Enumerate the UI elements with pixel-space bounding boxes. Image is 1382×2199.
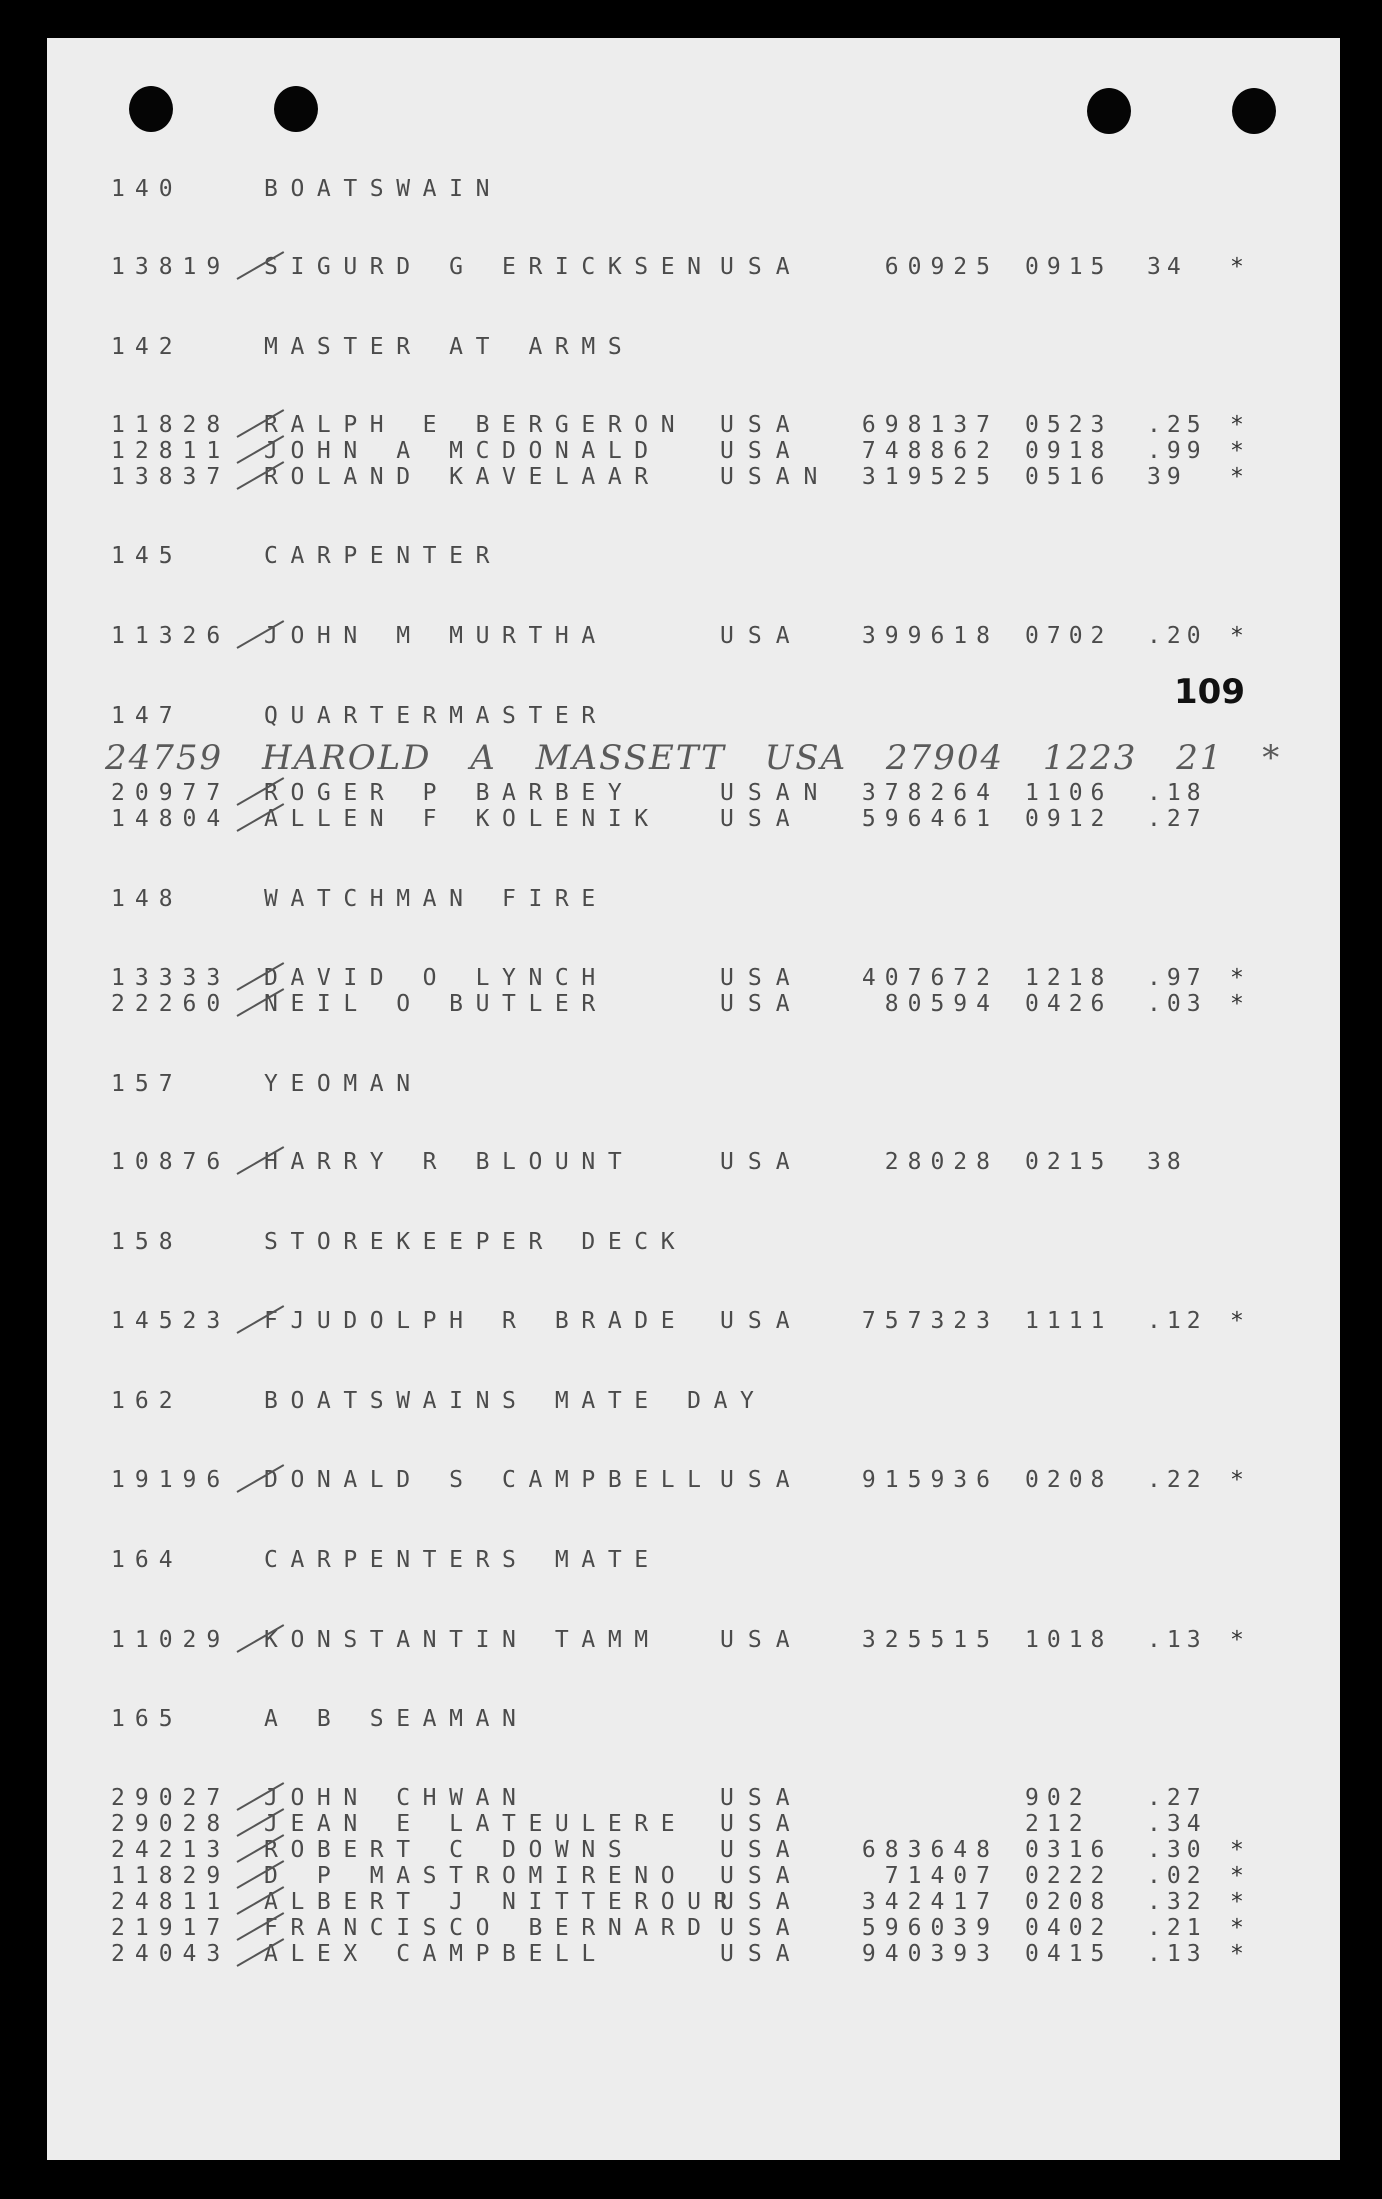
id-number: 698137	[861, 412, 999, 438]
star-mark: *	[1230, 1627, 1246, 1653]
roll-number: 11326	[111, 623, 231, 649]
roll-number: 164	[111, 1547, 183, 1573]
person-name: HARRY R BLOUNT	[264, 1149, 635, 1175]
date-code: 212	[1025, 1811, 1091, 1837]
citizenship: USA	[720, 1863, 804, 1889]
roll-number: 13333	[111, 965, 231, 991]
date-code: 902	[1025, 1785, 1091, 1811]
citizenship: USA	[720, 1837, 804, 1863]
rate-value: .25	[1147, 412, 1207, 438]
citizenship: USAN	[720, 780, 832, 806]
date-code: 0516	[1025, 464, 1113, 490]
person-name: ALLEN F KOLENIK	[264, 806, 661, 832]
person-name: ALEX CAMPBELL	[264, 1941, 608, 1967]
roll-number: 21917	[111, 1915, 231, 1941]
citizenship: USAN	[720, 464, 832, 490]
person-name: KONSTANTIN TAMM	[264, 1627, 661, 1653]
date-code: 1106	[1025, 780, 1113, 806]
citizenship: USA	[720, 1915, 804, 1941]
citizenship: USA	[720, 1149, 804, 1175]
roll-number: 165	[111, 1706, 183, 1732]
roll-number: 162	[111, 1388, 183, 1414]
citizenship: USA	[720, 623, 804, 649]
star-mark: *	[1230, 438, 1246, 464]
id-number: 399618	[861, 623, 999, 649]
section-title: CARPENTERS MATE	[264, 1547, 661, 1573]
rate-value: .22	[1147, 1467, 1207, 1493]
rate-value: 38	[1147, 1149, 1187, 1175]
section-title: A B SEAMAN	[264, 1706, 529, 1732]
punch-hole-4	[1232, 88, 1276, 134]
punch-hole-1	[129, 86, 173, 132]
date-code: 0702	[1025, 623, 1113, 649]
star-mark: *	[1230, 1889, 1246, 1915]
rate-value: .13	[1147, 1627, 1207, 1653]
document-page	[47, 38, 1340, 2160]
roll-number: 11029	[111, 1627, 231, 1653]
section-title: QUARTERMASTER	[264, 703, 608, 729]
date-code: 1218	[1025, 965, 1113, 991]
id-number: 80594	[884, 991, 999, 1017]
person-name: FJUDOLPH R BRADE	[264, 1308, 688, 1334]
citizenship: USA	[720, 965, 804, 991]
section-title: CARPENTER	[264, 543, 503, 569]
citizenship: USA	[720, 1785, 804, 1811]
citizenship: USA	[720, 1889, 804, 1915]
rate-value: .27	[1147, 806, 1207, 832]
star-mark: *	[1230, 991, 1246, 1017]
star-mark: *	[1230, 1467, 1246, 1493]
roll-number: 145	[111, 543, 183, 569]
rate-value: .13	[1147, 1941, 1207, 1967]
person-name: ALBERT J NITTEROUR	[264, 1889, 741, 1915]
roll-number: 13819	[111, 254, 231, 280]
roll-number: 24213	[111, 1837, 231, 1863]
citizenship: USA	[720, 1811, 804, 1837]
person-name: JOHN A MCDONALD	[264, 438, 661, 464]
person-name: ROGER P BARBEY	[264, 780, 635, 806]
rate-value: .32	[1147, 1889, 1207, 1915]
roll-number: 14804	[111, 806, 231, 832]
citizenship: USA	[720, 991, 804, 1017]
section-title: MASTER AT ARMS	[264, 334, 635, 360]
star-mark: *	[1230, 623, 1246, 649]
section-title: STOREKEEPER DECK	[264, 1229, 688, 1255]
person-name: DONALD S CAMPBELL	[264, 1467, 714, 1493]
person-name: JEAN E LATEULERE	[264, 1811, 688, 1837]
date-code: 0912	[1025, 806, 1113, 832]
date-code: 0222	[1025, 1863, 1113, 1889]
rate-value: .03	[1147, 991, 1207, 1017]
roll-number: 29027	[111, 1785, 231, 1811]
citizenship: USA	[720, 1627, 804, 1653]
person-name: RALPH E BERGERON	[264, 412, 688, 438]
id-number: 325515	[861, 1627, 999, 1653]
citizenship: USA	[720, 438, 804, 464]
date-code: 0915	[1025, 254, 1113, 280]
citizenship: USA	[720, 1467, 804, 1493]
roll-number: 148	[111, 886, 183, 912]
id-number: 748862	[861, 438, 999, 464]
rate-value: .21	[1147, 1915, 1207, 1941]
roll-number: 24811	[111, 1889, 231, 1915]
id-number: 71407	[884, 1863, 999, 1889]
roll-number: 14523	[111, 1308, 231, 1334]
rate-value: .20	[1147, 623, 1207, 649]
person-name: SIGURD G ERICKSEN	[264, 254, 714, 280]
star-mark: *	[1230, 1915, 1246, 1941]
date-code: 0208	[1025, 1889, 1113, 1915]
id-number: 596461	[861, 806, 999, 832]
person-name: JOHN CHWAN	[264, 1785, 529, 1811]
citizenship: USA	[720, 412, 804, 438]
id-number: 319525	[861, 464, 999, 490]
star-mark: *	[1230, 412, 1246, 438]
handwritten-entry: 24759 HAROLD A MASSETT USA 27904 1223 21 *	[105, 738, 1282, 778]
person-name: DAVID O LYNCH	[264, 965, 608, 991]
roll-number: 147	[111, 703, 183, 729]
id-number: 342417	[861, 1889, 999, 1915]
id-number: 596039	[861, 1915, 999, 1941]
id-number: 407672	[861, 965, 999, 991]
roll-number: 22260	[111, 991, 231, 1017]
roll-number: 140	[111, 176, 183, 202]
star-mark: *	[1230, 1308, 1246, 1334]
date-code: 0402	[1025, 1915, 1113, 1941]
roll-number: 158	[111, 1229, 183, 1255]
id-number: 915936	[861, 1467, 999, 1493]
punch-hole-2	[274, 86, 318, 132]
punch-hole-3	[1087, 88, 1131, 134]
roll-number: 13837	[111, 464, 231, 490]
person-name: FRANCISCO BERNARD	[264, 1915, 714, 1941]
section-title: WATCHMAN FIRE	[264, 886, 608, 912]
star-mark: *	[1230, 965, 1246, 991]
roll-number: 11829	[111, 1863, 231, 1889]
rate-value: .02	[1147, 1863, 1207, 1889]
id-number: 940393	[861, 1941, 999, 1967]
date-code: 0918	[1025, 438, 1113, 464]
citizenship: USA	[720, 254, 804, 280]
citizenship: USA	[720, 1308, 804, 1334]
id-number: 757323	[861, 1308, 999, 1334]
id-number: 60925	[884, 254, 999, 280]
date-code: 0523	[1025, 412, 1113, 438]
id-number: 683648	[861, 1837, 999, 1863]
rate-value: .12	[1147, 1308, 1207, 1334]
rate-value: .97	[1147, 965, 1207, 991]
id-number: 378264	[861, 780, 999, 806]
date-code: 0208	[1025, 1467, 1113, 1493]
rate-value: 39	[1147, 464, 1187, 490]
date-code: 0426	[1025, 991, 1113, 1017]
person-name: D P MASTROMIRENO	[264, 1863, 688, 1889]
star-mark: *	[1230, 254, 1246, 280]
roll-number: 29028	[111, 1811, 231, 1837]
rate-value: .18	[1147, 780, 1207, 806]
person-name: ROLAND KAVELAAR	[264, 464, 661, 490]
roll-number: 157	[111, 1071, 183, 1097]
date-code: 0215	[1025, 1149, 1113, 1175]
date-code: 1111	[1025, 1308, 1113, 1334]
roll-number: 12811	[111, 438, 231, 464]
star-mark: *	[1230, 1837, 1246, 1863]
person-name: ROBERT C DOWNS	[264, 1837, 635, 1863]
person-name: JOHN M MURTHA	[264, 623, 608, 649]
star-mark: *	[1230, 464, 1246, 490]
roll-number: 19196	[111, 1467, 231, 1493]
page-number: 109	[1174, 672, 1245, 712]
roll-number: 24043	[111, 1941, 231, 1967]
id-number: 28028	[884, 1149, 999, 1175]
date-code: 0316	[1025, 1837, 1113, 1863]
section-title: BOATSWAIN	[264, 176, 503, 202]
rate-value: .99	[1147, 438, 1207, 464]
rate-value: 34	[1147, 254, 1187, 280]
roll-number: 142	[111, 334, 183, 360]
person-name: NEIL O BUTLER	[264, 991, 608, 1017]
citizenship: USA	[720, 806, 804, 832]
rate-value: .34	[1147, 1811, 1207, 1837]
roll-number: 10876	[111, 1149, 231, 1175]
citizenship: USA	[720, 1941, 804, 1967]
star-mark: *	[1230, 1941, 1246, 1967]
date-code: 0415	[1025, 1941, 1113, 1967]
rate-value: .27	[1147, 1785, 1207, 1811]
section-title: BOATSWAINS MATE DAY	[264, 1388, 767, 1414]
roll-number: 20977	[111, 780, 231, 806]
rate-value: .30	[1147, 1837, 1207, 1863]
date-code: 1018	[1025, 1627, 1113, 1653]
roll-number: 11828	[111, 412, 231, 438]
star-mark: *	[1230, 1863, 1246, 1889]
section-title: YEOMAN	[264, 1071, 423, 1097]
